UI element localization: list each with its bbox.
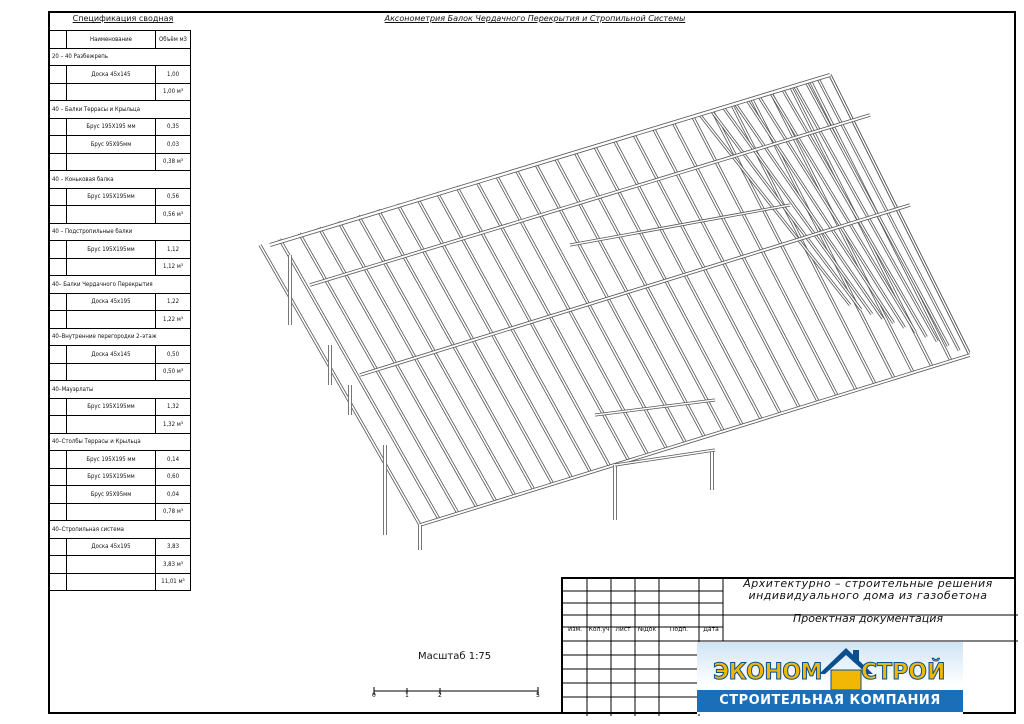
spec-total-row bbox=[50, 153, 191, 171]
spec-item-value: 1,12 bbox=[156, 241, 191, 259]
frame-beam-highlight bbox=[555, 157, 705, 437]
spec-header-name: Наименование bbox=[67, 31, 156, 49]
spec-section-row bbox=[50, 328, 191, 346]
spec-item-value: 1,22 bbox=[156, 293, 191, 311]
scale-tick-2: 2 bbox=[438, 692, 442, 697]
spec-total-value: 0,78 м³ bbox=[156, 503, 191, 521]
spec-total-row bbox=[50, 556, 191, 574]
frame-beam-highlight bbox=[615, 450, 715, 465]
frame-beam-highlight bbox=[437, 192, 591, 472]
document-type: Проектная документация bbox=[793, 612, 943, 625]
spec-item-row bbox=[50, 486, 191, 504]
spec-item-name: Доска 45х145 bbox=[67, 346, 156, 364]
spec-item-name: Брус 195Х195 мм bbox=[67, 451, 156, 469]
spec-item-value: 1,00 bbox=[156, 66, 191, 84]
scale-bar bbox=[370, 683, 550, 697]
frame-beam-highlight bbox=[830, 75, 970, 355]
title-block-header: Изм. bbox=[567, 626, 583, 633]
spec-section-row bbox=[50, 381, 191, 399]
roof-axonometric-drawing bbox=[250, 55, 970, 560]
frame-beam-highlight bbox=[795, 86, 938, 341]
spec-total-row bbox=[50, 83, 191, 101]
frame-beam-highlight bbox=[692, 116, 837, 396]
frame-beam-highlight bbox=[398, 204, 553, 484]
spec-item-name: Брус 195Х195мм bbox=[67, 241, 156, 259]
logo-word-stroy: СТРОЙ bbox=[861, 660, 946, 685]
spec-section-row bbox=[50, 48, 191, 66]
spec-total-row bbox=[50, 363, 191, 381]
spec-item-name: Брус 95Х95мм bbox=[67, 136, 156, 154]
spec-item-name: Брус 195Х195мм bbox=[67, 188, 156, 206]
spec-section-row bbox=[50, 223, 191, 241]
spec-item-name: Доска 45х195 bbox=[67, 293, 156, 311]
frame-beam-highlight bbox=[417, 198, 571, 478]
spec-item-name: Брус 195Х195 мм bbox=[67, 118, 156, 136]
spec-section-row bbox=[50, 433, 191, 451]
frame-beam-highlight bbox=[358, 216, 515, 496]
spec-section-label: 40–Мауэрлаты bbox=[50, 381, 191, 399]
spec-item-name: Доска 45х195 bbox=[67, 538, 156, 556]
frame-beam-highlight bbox=[614, 139, 762, 419]
spec-item-value: 0,03 bbox=[156, 136, 191, 154]
spec-header-volume: Объём м3 bbox=[156, 31, 191, 49]
scale-tick-1: 1 bbox=[405, 692, 409, 697]
title-block-header: Кол.уч bbox=[588, 626, 610, 633]
spec-item-value: 1,32 bbox=[156, 398, 191, 416]
frame-beam-highlight bbox=[594, 145, 742, 425]
spec-section-row bbox=[50, 171, 191, 189]
spec-item-value: 0,04 bbox=[156, 486, 191, 504]
frame-beam-highlight bbox=[457, 186, 610, 466]
spec-title: Спецификация сводная bbox=[72, 14, 174, 23]
spec-section-row bbox=[50, 276, 191, 294]
spec-item-value: 0,35 bbox=[156, 118, 191, 136]
frame-beam-highlight bbox=[339, 222, 496, 502]
frame-beam-highlight bbox=[595, 400, 715, 415]
spec-item-value: 0,56 bbox=[156, 188, 191, 206]
frame-beam-highlight bbox=[818, 79, 959, 351]
scale-tick-0: 0 bbox=[372, 692, 376, 697]
frame-beam-highlight bbox=[653, 128, 799, 408]
spec-total-value: 1,22 м³ bbox=[156, 311, 191, 329]
spec-item-row bbox=[50, 293, 191, 311]
spec-section-label: 40–Внутренние перегородки 2–этаж bbox=[50, 328, 191, 346]
frame-beam-highlight bbox=[574, 151, 723, 431]
spec-total-value: 3,83 м³ bbox=[156, 556, 191, 574]
frame-beam-highlight bbox=[310, 115, 870, 285]
spec-item-row bbox=[50, 398, 191, 416]
spec-total-value: 0,50 м³ bbox=[156, 363, 191, 381]
frame-beam-highlight bbox=[299, 233, 458, 513]
drawing-title: Аксонометрия Балок Чердачного Перекрытия и Стропильной Системы bbox=[384, 14, 686, 23]
project-title bbox=[722, 578, 1014, 602]
spec-item-value: 0,50 bbox=[156, 346, 191, 364]
company-logo bbox=[697, 642, 963, 714]
spec-total-row bbox=[50, 258, 191, 276]
title-block-header: Подп. bbox=[669, 626, 689, 633]
scale-label: Масштаб 1:75 bbox=[418, 651, 492, 662]
logo-tagline: СТРОИТЕЛЬНАЯ КОМПАНИЯ bbox=[697, 690, 963, 712]
spec-item-value: 0,60 bbox=[156, 468, 191, 486]
spec-total-value: 11,01 м³ bbox=[156, 573, 191, 591]
spec-section-label: 40–Стропильная система bbox=[50, 521, 191, 539]
spec-total-row bbox=[50, 311, 191, 329]
title-block-header: №Док bbox=[637, 626, 657, 633]
project-title-line2: индивидуального дома из газобетона bbox=[748, 589, 988, 602]
spec-item-row bbox=[50, 136, 191, 154]
spec-section-label: 40 – Балки Террасы и Крыльца bbox=[50, 101, 191, 119]
frame-beam-highlight bbox=[260, 245, 420, 525]
spec-total-row bbox=[50, 206, 191, 224]
spec-section-label: 40– Балки Чердачного Перекрытия bbox=[50, 276, 191, 294]
scale-tick-5: 5 bbox=[536, 692, 540, 697]
title-block-header: Лист bbox=[615, 626, 631, 633]
spec-item-value: 0,14 bbox=[156, 451, 191, 469]
spec-item-row bbox=[50, 241, 191, 259]
spec-item-row bbox=[50, 538, 191, 556]
spec-item-name: Брус 195Х195мм bbox=[67, 398, 156, 416]
spec-total-row bbox=[50, 416, 191, 434]
spec-item-row bbox=[50, 66, 191, 84]
spec-section-label: 40 – Подстропильные балки bbox=[50, 223, 191, 241]
spec-item-name: Брус 95Х95мм bbox=[67, 486, 156, 504]
frame-beam-highlight bbox=[476, 181, 628, 461]
spec-total-value: 1,12 м³ bbox=[156, 258, 191, 276]
frame-beam-highlight bbox=[673, 122, 819, 402]
spec-item-row bbox=[50, 468, 191, 486]
spec-section-row bbox=[50, 521, 191, 539]
spec-item-value: 3,83 bbox=[156, 538, 191, 556]
spec-item-row bbox=[50, 346, 191, 364]
spec-total-row bbox=[50, 573, 191, 591]
frame-beam-highlight bbox=[280, 239, 439, 519]
spec-item-row bbox=[50, 188, 191, 206]
frame-beam-highlight bbox=[535, 163, 685, 443]
spec-item-row bbox=[50, 118, 191, 136]
spec-section-label: 40–Столбы Террасы и Крыльца bbox=[50, 433, 191, 451]
spec-total-value: 1,32 м³ bbox=[156, 416, 191, 434]
spec-table bbox=[49, 30, 191, 591]
project-title-line1: Архитектурно – строительные решения bbox=[743, 577, 993, 590]
spec-total-value: 1,00 м³ bbox=[156, 83, 191, 101]
spec-header-row bbox=[50, 31, 191, 49]
spec-item-row bbox=[50, 451, 191, 469]
spec-section-label: 20 – 40 Разбежрепь bbox=[50, 48, 191, 66]
spec-item-name: Брус 195Х195мм bbox=[67, 468, 156, 486]
frame-beam-highlight bbox=[516, 169, 667, 449]
spec-section-row bbox=[50, 101, 191, 119]
frame-beam-highlight bbox=[378, 210, 534, 490]
spec-section-label: 40 – Коньковая балка bbox=[50, 171, 191, 189]
spec-total-row bbox=[50, 503, 191, 521]
spec-total-value: 0,56 м³ bbox=[156, 206, 191, 224]
spec-item-name: Доска 45х145 bbox=[67, 66, 156, 84]
spec-total-value: 0,38 м³ bbox=[156, 153, 191, 171]
frame-beam-highlight bbox=[319, 227, 477, 507]
logo-word-ekonom: ЭКОНОМ bbox=[713, 660, 822, 685]
title-block-header: Дата bbox=[703, 626, 719, 633]
